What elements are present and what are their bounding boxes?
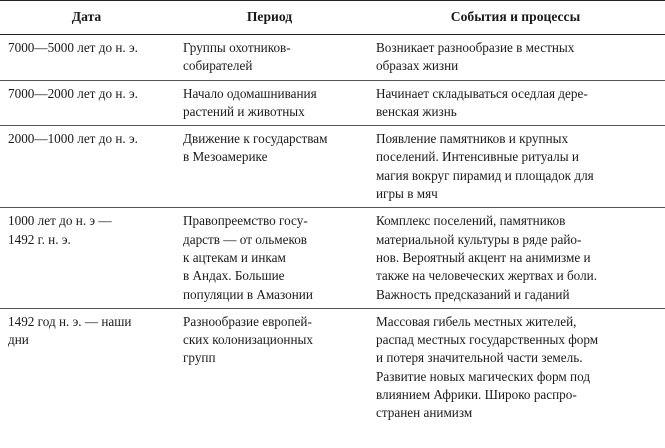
cell-events-text	[376, 130, 661, 203]
text-line: дни	[8, 332, 29, 348]
cell-period	[173, 35, 366, 81]
cell-events	[366, 308, 665, 426]
table-body	[0, 35, 665, 427]
text-line: влиянием Африки. Широко распро-	[376, 387, 577, 403]
text-line: Развитие новых магических форм под	[376, 368, 591, 384]
cell-date-text	[8, 212, 169, 249]
cell-date-text	[8, 39, 169, 57]
cell-events-text	[376, 39, 661, 76]
cell-date-text	[8, 313, 169, 350]
text-line: 2000—1000 лет до н. э.	[8, 131, 138, 147]
cell-date	[0, 126, 173, 208]
cell-date	[0, 308, 173, 426]
table-row	[0, 80, 665, 126]
cell-date-text	[8, 130, 169, 148]
text-line: 1492 г. н. э.	[8, 231, 71, 247]
cell-period	[173, 80, 366, 126]
text-line: собирателей	[183, 58, 253, 74]
text-line: нов. Вероятный акцент на анимизме и	[376, 249, 591, 265]
text-line: образах жизни	[376, 58, 459, 74]
text-line: Правопреемство госу-	[183, 213, 308, 229]
text-line: в Мезоамерике	[183, 149, 268, 165]
text-line: Движение к государствам	[183, 131, 328, 147]
text-line: 7000—2000 лет до н. э.	[8, 85, 138, 101]
table-row	[0, 35, 665, 81]
text-line: дарств — от ольмеков	[183, 231, 308, 247]
header-date: Дата	[0, 1, 173, 35]
cell-date	[0, 80, 173, 126]
text-line: венская жизнь	[376, 103, 457, 119]
cell-period	[173, 208, 366, 308]
text-line: 1000 лет до н. э —	[8, 213, 112, 229]
text-line: Начинает складываться оседлая дере-	[376, 85, 588, 101]
text-line: ских колонизационных	[183, 332, 313, 348]
cell-period-text	[183, 313, 360, 368]
cell-period-text	[183, 212, 360, 303]
text-line: популяции в Амазонии	[183, 286, 313, 302]
text-line: 1492 год н. э. — наши	[8, 313, 132, 329]
header-events: События и процессы	[366, 1, 665, 35]
text-line: игры в мяч	[376, 186, 438, 202]
text-line: Возникает разнообразие в местных	[376, 40, 575, 55]
text-line: Важность предсказаний и гаданий	[376, 286, 570, 302]
cell-period	[173, 126, 366, 208]
text-line: Массовая гибель местных жителей,	[376, 313, 577, 329]
table-row	[0, 208, 665, 308]
text-line: поселений. Интенсивные ритуалы и	[376, 149, 579, 165]
text-line: Появление памятников и крупных	[376, 131, 569, 147]
text-line: групп	[183, 350, 216, 366]
text-line: также на человеческих жертвах и боли.	[376, 268, 598, 284]
text-line: странен анимизм	[376, 405, 473, 421]
cell-events	[366, 126, 665, 208]
table-header-row	[0, 1, 665, 35]
cell-events	[366, 80, 665, 126]
text-line: в Андах. Большие	[183, 268, 285, 284]
text-line: к ацтекам и инкам	[183, 249, 286, 265]
table-row	[0, 308, 665, 426]
cell-events	[366, 35, 665, 81]
cell-period-text	[183, 85, 360, 122]
table-row	[0, 126, 665, 208]
text-line: распад местных государственных форм	[376, 332, 599, 348]
cell-date-text	[8, 85, 169, 103]
cell-events-text	[376, 313, 661, 423]
cell-period	[173, 308, 366, 426]
text-line: Начало одомашнивания	[183, 85, 317, 101]
text-line: растений и животных	[183, 103, 305, 119]
text-line: Разнообразие европей-	[183, 313, 312, 329]
cell-events	[366, 208, 665, 308]
text-line: 7000—5000 лет до н. э.	[8, 40, 138, 55]
text-line: магия вокруг пирамид и площадок для	[376, 167, 594, 183]
cell-date	[0, 35, 173, 81]
cell-period-text	[183, 39, 360, 76]
cell-events-text	[376, 212, 661, 303]
header-period: Период	[173, 1, 366, 35]
text-line: Группы охотников-	[183, 40, 291, 55]
text-line: и потеря значительной части земель.	[376, 350, 583, 366]
cell-events-text	[376, 85, 661, 122]
text-line: материальной культуры в ряде райо-	[376, 231, 582, 247]
cell-date	[0, 208, 173, 308]
cell-period-text	[183, 130, 360, 167]
text-line: Комплекс поселений, памятников	[376, 213, 566, 229]
